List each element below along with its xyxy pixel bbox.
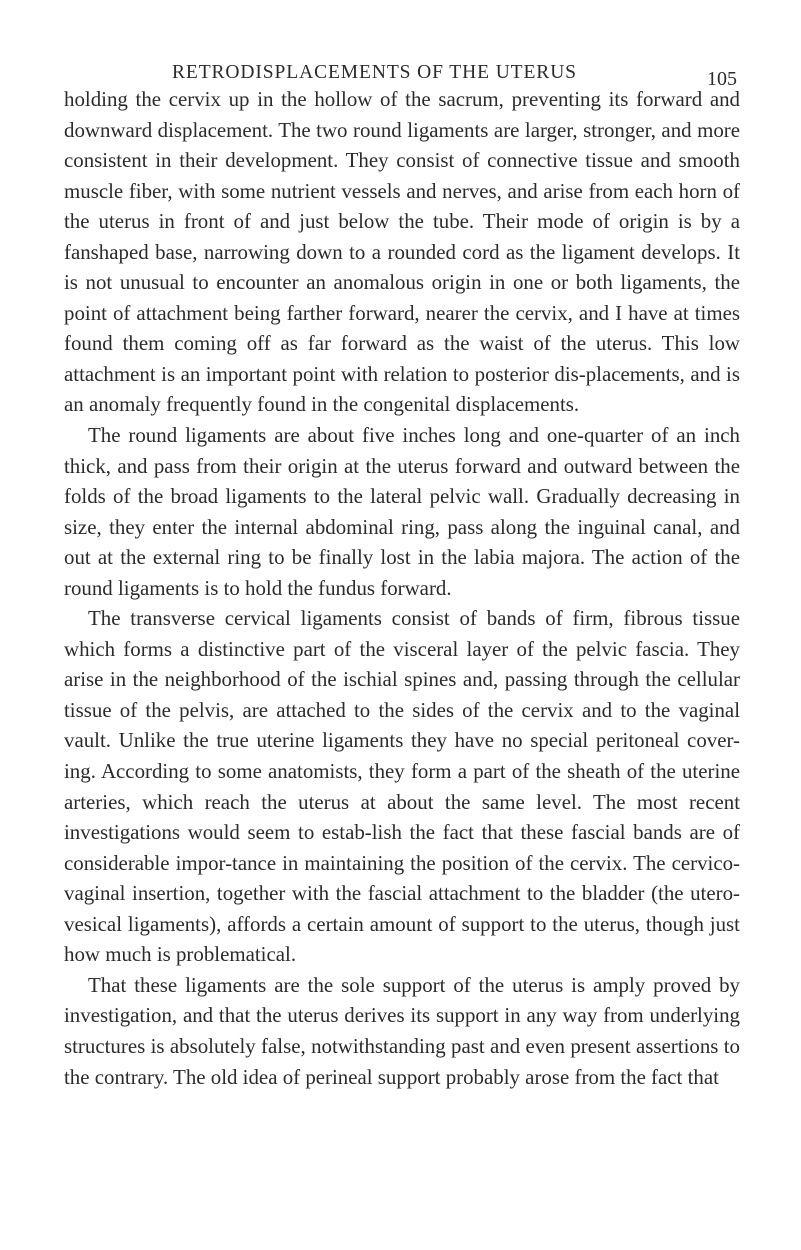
paragraph-1: holding the cervix up in the hollow of the sacrum, preventing its forward and downward displacement. The two round ligaments are larger, stronger, and more consistent in their development. They consist of connective tissue and smooth muscle fiber, with some nutrient vessels and nerves, and arise from each horn of the uterus in front of and just below the tube. Their mode of origin is by a fanshaped base, narrowing down to a rounded cord as the ligament develops. It is not unusual to encounter an anomalous origin in one or both ligaments, the point of attachment being farther forward, nearer the cervix, and I have at times found them coming off as far forward as the waist of the uterus. This low attachment is an important point with relation to posterior dis-placements, and is an anomaly frequently found in the congenital displacements. [64, 87, 740, 417]
paragraph-4: That these ligaments are the sole support of the uterus is amply proved by investigation, and that the uterus derives its support in any way from underlying structures is absolutely false, notwithstanding past and even present assertions to the contrary. The old idea of perineal support probably arose from the fact that [64, 972, 740, 1089]
running-title: RETRODISPLACEMENTS OF THE UTERUS [172, 62, 577, 83]
paragraph-2: The round ligaments are about five inches long and one-quarter of an inch thick, and pass from their origin at the uterus forward and outward between the folds of the broad ligaments to the lateral pelvic wall. Gradually decreasing in size, they enter the internal abdominal ring, pass along the inguinal canal, and out at the external ring to be finally lost in the labia majora. The action of the round ligaments is to hold the fundus forward. [64, 423, 740, 600]
body-text [64, 84, 740, 1092]
paragraph-3: The transverse cervical ligaments consist of bands of firm, fibrous tissue which forms a distinctive part of the visceral layer of the pelvic fascia. They arise in the neighborhood of the ischial spines and, passing through the cellular tissue of the pelvis, are attached to the sides of the cervix and to the vaginal vault. Unlike the true uterine ligaments they have no special peritoneal cover-ing. According to some anatomists, they form a part of the sheath of the uterine arteries, which reach the uterus at about the same level. The most recent investigations would seem to estab-lish the fact that these fascial bands are of considerable impor-tance in maintaining the position of the cervix. The cervico-vaginal insertion, together with the fascial attachment to the bladder (the utero-vesical ligaments), affords a certain amount of support to the uterus, though just how much is problematical. [64, 606, 740, 967]
page-number: 105 [707, 68, 737, 90]
